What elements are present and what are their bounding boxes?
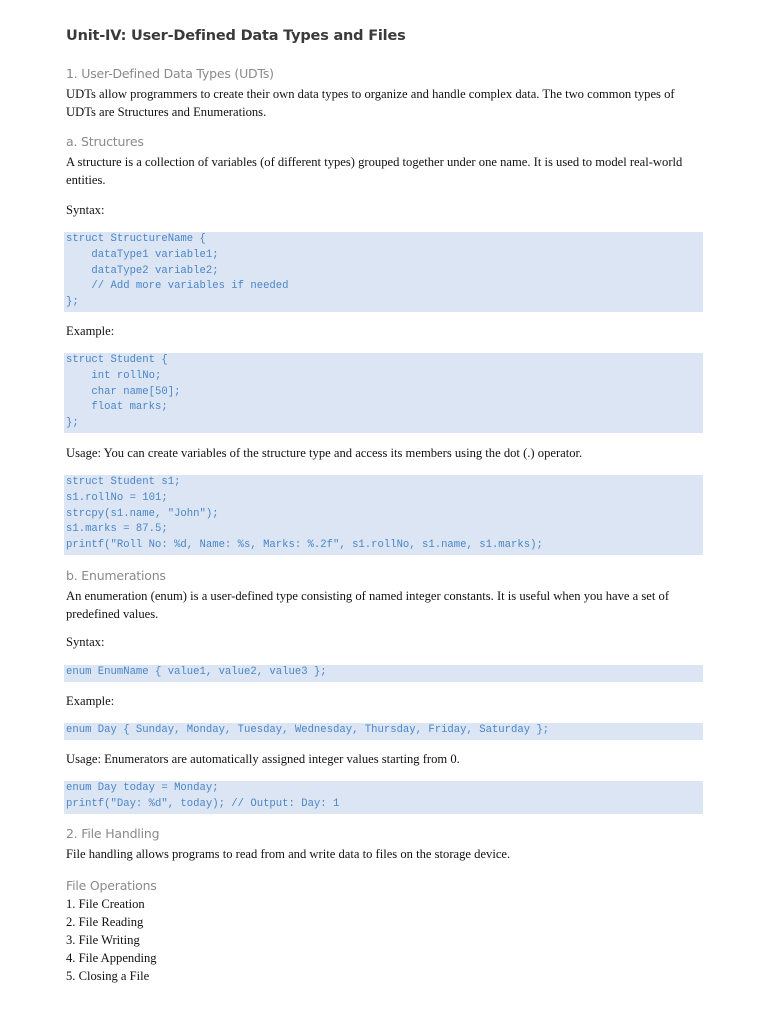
udts-intro-paragraph: UDTs allow programmers to create their own data types to organize and handle complex data. The two common types of UDTs are Structures and Enumerations. bbox=[66, 87, 675, 119]
enumerations-usage-code-block bbox=[64, 781, 703, 814]
structures-syntax-code-block bbox=[64, 232, 703, 312]
enumerations-usage-text: Usage: Enumerators are automatically assigned integer values starting from 0. bbox=[66, 752, 460, 766]
file-operation-item: 3. File Writing bbox=[66, 933, 140, 947]
structures-example-code-block bbox=[64, 353, 703, 433]
structures-usage-text: Usage: You can create variables of the structure type and access its members using the dot (.) operator. bbox=[66, 446, 583, 460]
enumerations-syntax-label: Syntax: bbox=[66, 635, 105, 649]
page-title: Unit-IV: User-Defined Data Types and Files bbox=[66, 28, 406, 44]
structures-usage-code: struct Student s1; s1.rollNo = 101; strcpy(s1.name, "John"); s1.marks = 87.5; printf("Roll No: %d, Name: %s, Marks: %.2f", s1.rollNo, s1.name, s1.marks); bbox=[66, 476, 543, 552]
subsection-heading-file-operations: File Operations bbox=[66, 878, 157, 893]
subsection-heading-structures: a. Structures bbox=[66, 134, 144, 149]
enumerations-example-code-block bbox=[64, 723, 703, 740]
file-operation-item: 4. File Appending bbox=[66, 951, 157, 965]
structures-example-code: struct Student { int rollNo; char name[50]; float marks; }; bbox=[66, 354, 181, 430]
subsection-heading-enumerations: b. Enumerations bbox=[66, 568, 166, 583]
structures-usage-code-block bbox=[64, 475, 703, 555]
file-operation-item: 2. File Reading bbox=[66, 915, 144, 929]
section-heading-file-handling: 2. File Handling bbox=[66, 826, 160, 841]
enumerations-description: An enumeration (enum) is a user-defined type consisting of named integer constants. It is useful when you have a set of predefined values. bbox=[66, 589, 670, 621]
structures-description: A structure is a collection of variables (of different types) grouped together under one name. It is used to model real-world entities. bbox=[66, 155, 683, 187]
enumerations-syntax-code: enum EnumName { value1, value2, value3 }; bbox=[66, 666, 327, 678]
file-operation-item: 5. Closing a File bbox=[66, 969, 150, 983]
structures-syntax-code: struct StructureName { dataType1 variable1; dataType2 variable2; // Add more variables if needed }; bbox=[66, 233, 289, 309]
enumerations-example-label: Example: bbox=[66, 694, 115, 708]
enumerations-usage-code: enum Day today = Monday; printf("Day: %d", today); // Output: Day: 1 bbox=[66, 782, 340, 810]
structures-example-label: Example: bbox=[66, 324, 115, 338]
structures-syntax-label: Syntax: bbox=[66, 203, 105, 217]
section-heading-udts: 1. User-Defined Data Types (UDTs) bbox=[66, 66, 274, 81]
enumerations-syntax-code-block bbox=[64, 665, 703, 682]
file-operation-item: 1. File Creation bbox=[66, 897, 145, 911]
enumerations-example-code: enum Day { Sunday, Monday, Tuesday, Wednesday, Thursday, Friday, Saturday }; bbox=[66, 724, 550, 736]
file-handling-intro: File handling allows programs to read from and write data to files on the storage device. bbox=[66, 847, 511, 861]
